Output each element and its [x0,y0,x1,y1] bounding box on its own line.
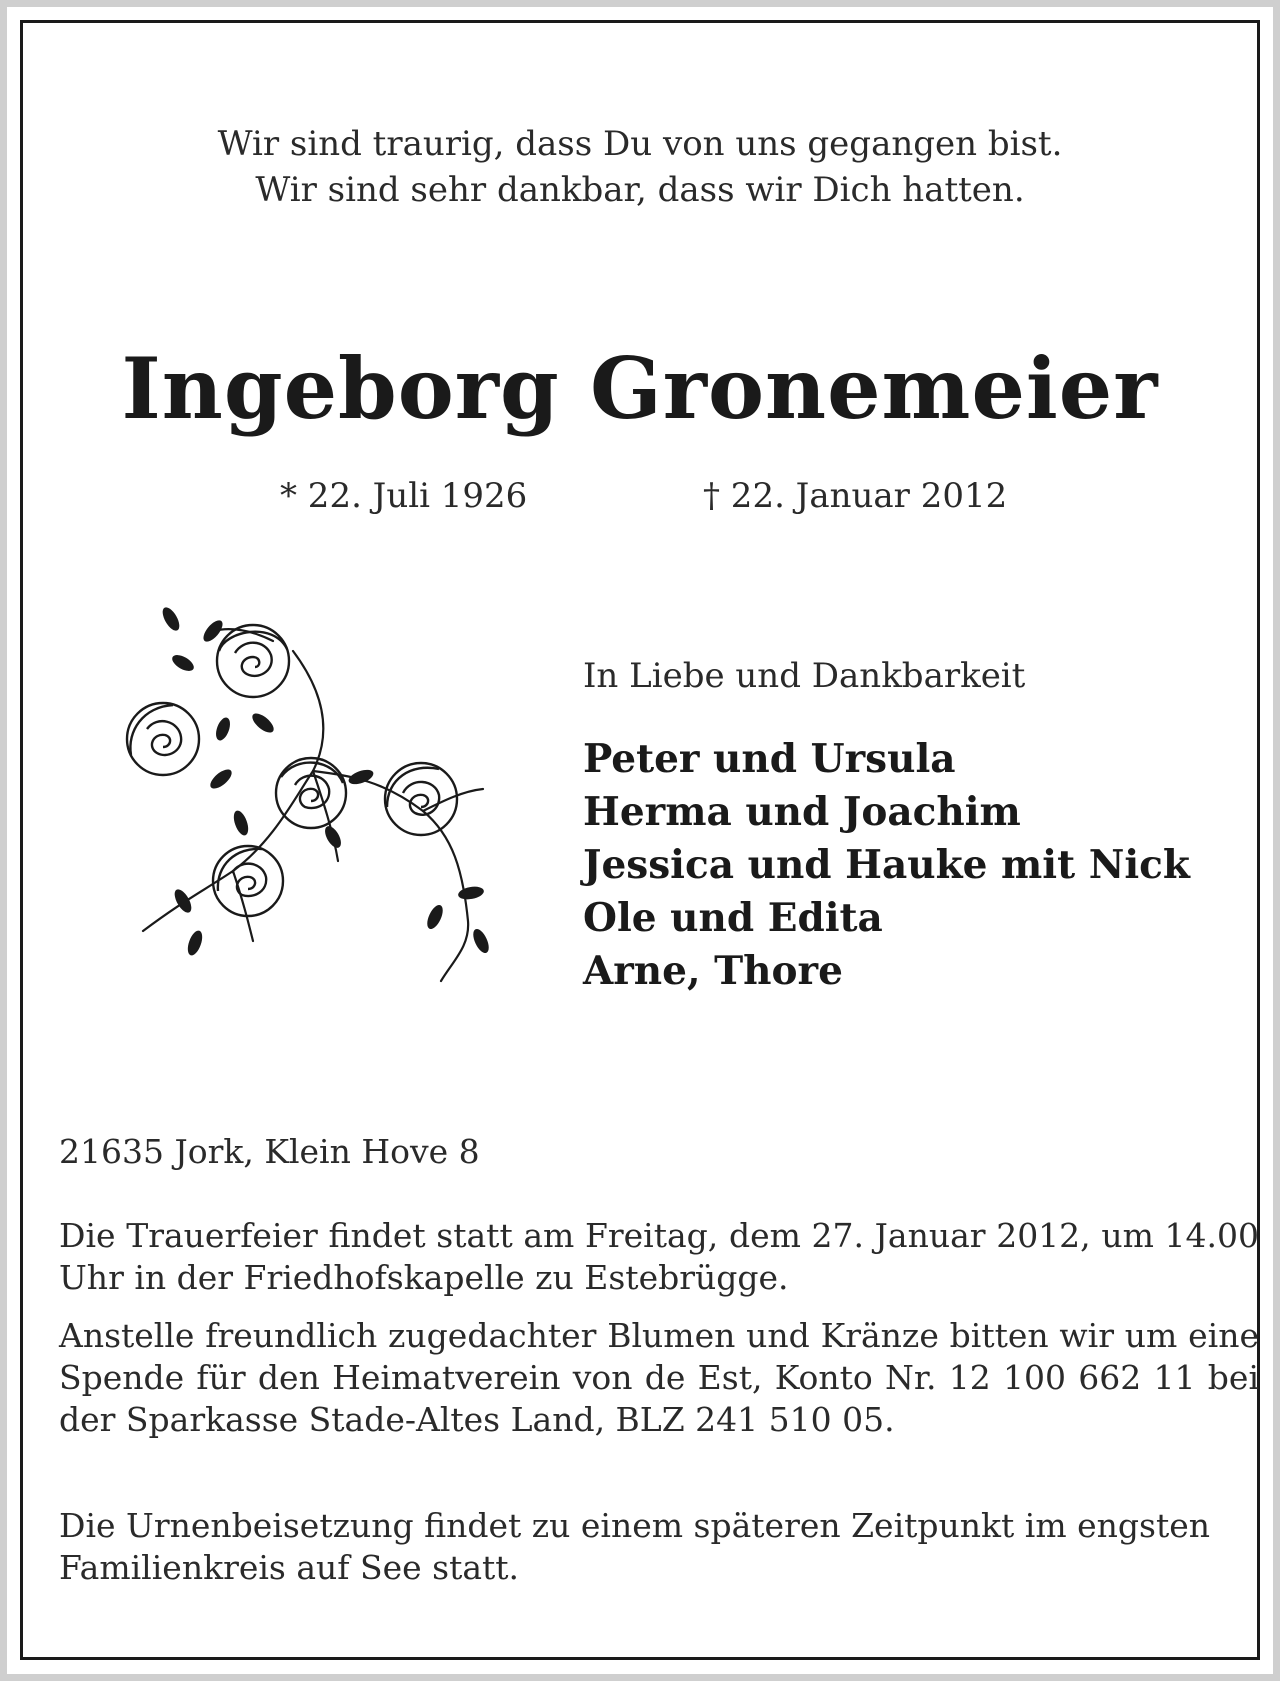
deceased-name: Ingeborg Gronemeier [121,339,1159,438]
mourner-name: Herma und Joachim [583,789,1021,835]
roses-icon [123,601,503,1001]
burial-info: Die Urnenbeisetzung findet zu einem späteren Zeitpunkt im engsten Familienkreis auf See statt. [59,1506,1210,1587]
obituary-notice [7,7,1273,1674]
mourner-name: Peter und Ursula [583,736,956,782]
mourner-name: Arne, Thore [583,948,843,994]
verse-line: Wir sind sehr dankbar, dass wir Dich hatten. [255,170,1025,210]
dedication: In Liebe und Dankbarkeit [583,656,1026,696]
funeral-info: Die Trauerfeier findet statt am Freitag, dem 27. Januar 2012, um 14.00 Uhr in der Friedhofskapelle zu Estebrügge. [59,1216,1259,1297]
verse-line: Wir sind traurig, dass Du von uns gegangen bist. [217,124,1063,164]
notice-border [20,20,1260,1660]
mourners-list [583,733,1190,998]
opening-verse [23,121,1257,213]
birth-date: * 22. Juli 1926 [280,476,528,516]
family-address: 21635 Jork, Klein Hove 8 [59,1132,480,1171]
donation-info: Anstelle freundlich zugedachter Blumen und Kränze bitten wir um eine Spende für den Heimatverein von de Est, Konto Nr. 12 100 662 11 bei der Sparkasse Stade-Altes Land, BLZ 241 510 05. [59,1316,1259,1439]
death-date: † 22. Januar 2012 [703,476,1008,516]
mourner-name: Ole und Edita [583,895,883,941]
mourner-name: Jessica und Hauke mit Nick [583,842,1190,888]
